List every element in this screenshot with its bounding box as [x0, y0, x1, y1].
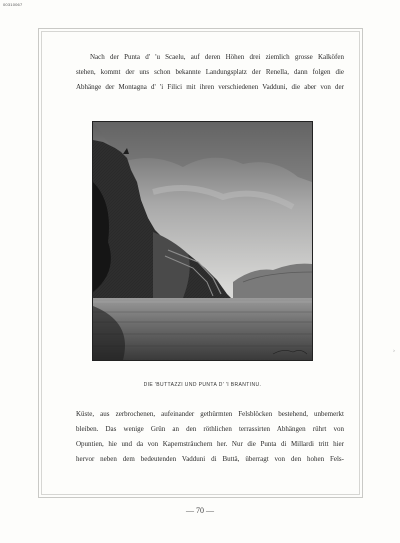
text-line: hervor neben dem bedeutenden Vadduni di Buttä, überragt von den hohen Fels- [76, 455, 344, 463]
text-line: stehen, kommt der uns schon bekannte Landungsplatz der Renella, dann folgen die [76, 68, 344, 76]
page-number: — 70 — [186, 506, 214, 515]
paragraph-bottom [76, 407, 344, 467]
text-line: Küste, aus zerbrochenen, aufeinander gethürmten Felsblöcken bestehend, unbemerkt [76, 410, 344, 418]
scan-id: 00310067 [3, 2, 23, 7]
text-line: Nach der Punta d' 'u Scaelu, auf deren Höhen drei ziemlich grosse Kalköfen [90, 53, 344, 61]
text-line: Abhänge der Montagna d' 'i Filici mit ihren verschiedenen Vadduni, die aber von der [76, 83, 344, 91]
margin-mark: › [393, 348, 395, 354]
text-line: Opuntien, hie und da von Kapernsträuchern her. Nur die Punta di Millardi tritt hier [76, 440, 344, 448]
figure-caption: DIE 'BUTTAZZI UND PUNTA D' 'I BRANTINU. [143, 382, 262, 388]
paragraph-top [76, 50, 344, 95]
coastal-cliff-engraving [92, 121, 313, 361]
text-line: bleiben. Das wenige Grün an den röthlichen terrassirten Abhängen rührt von [76, 425, 344, 433]
